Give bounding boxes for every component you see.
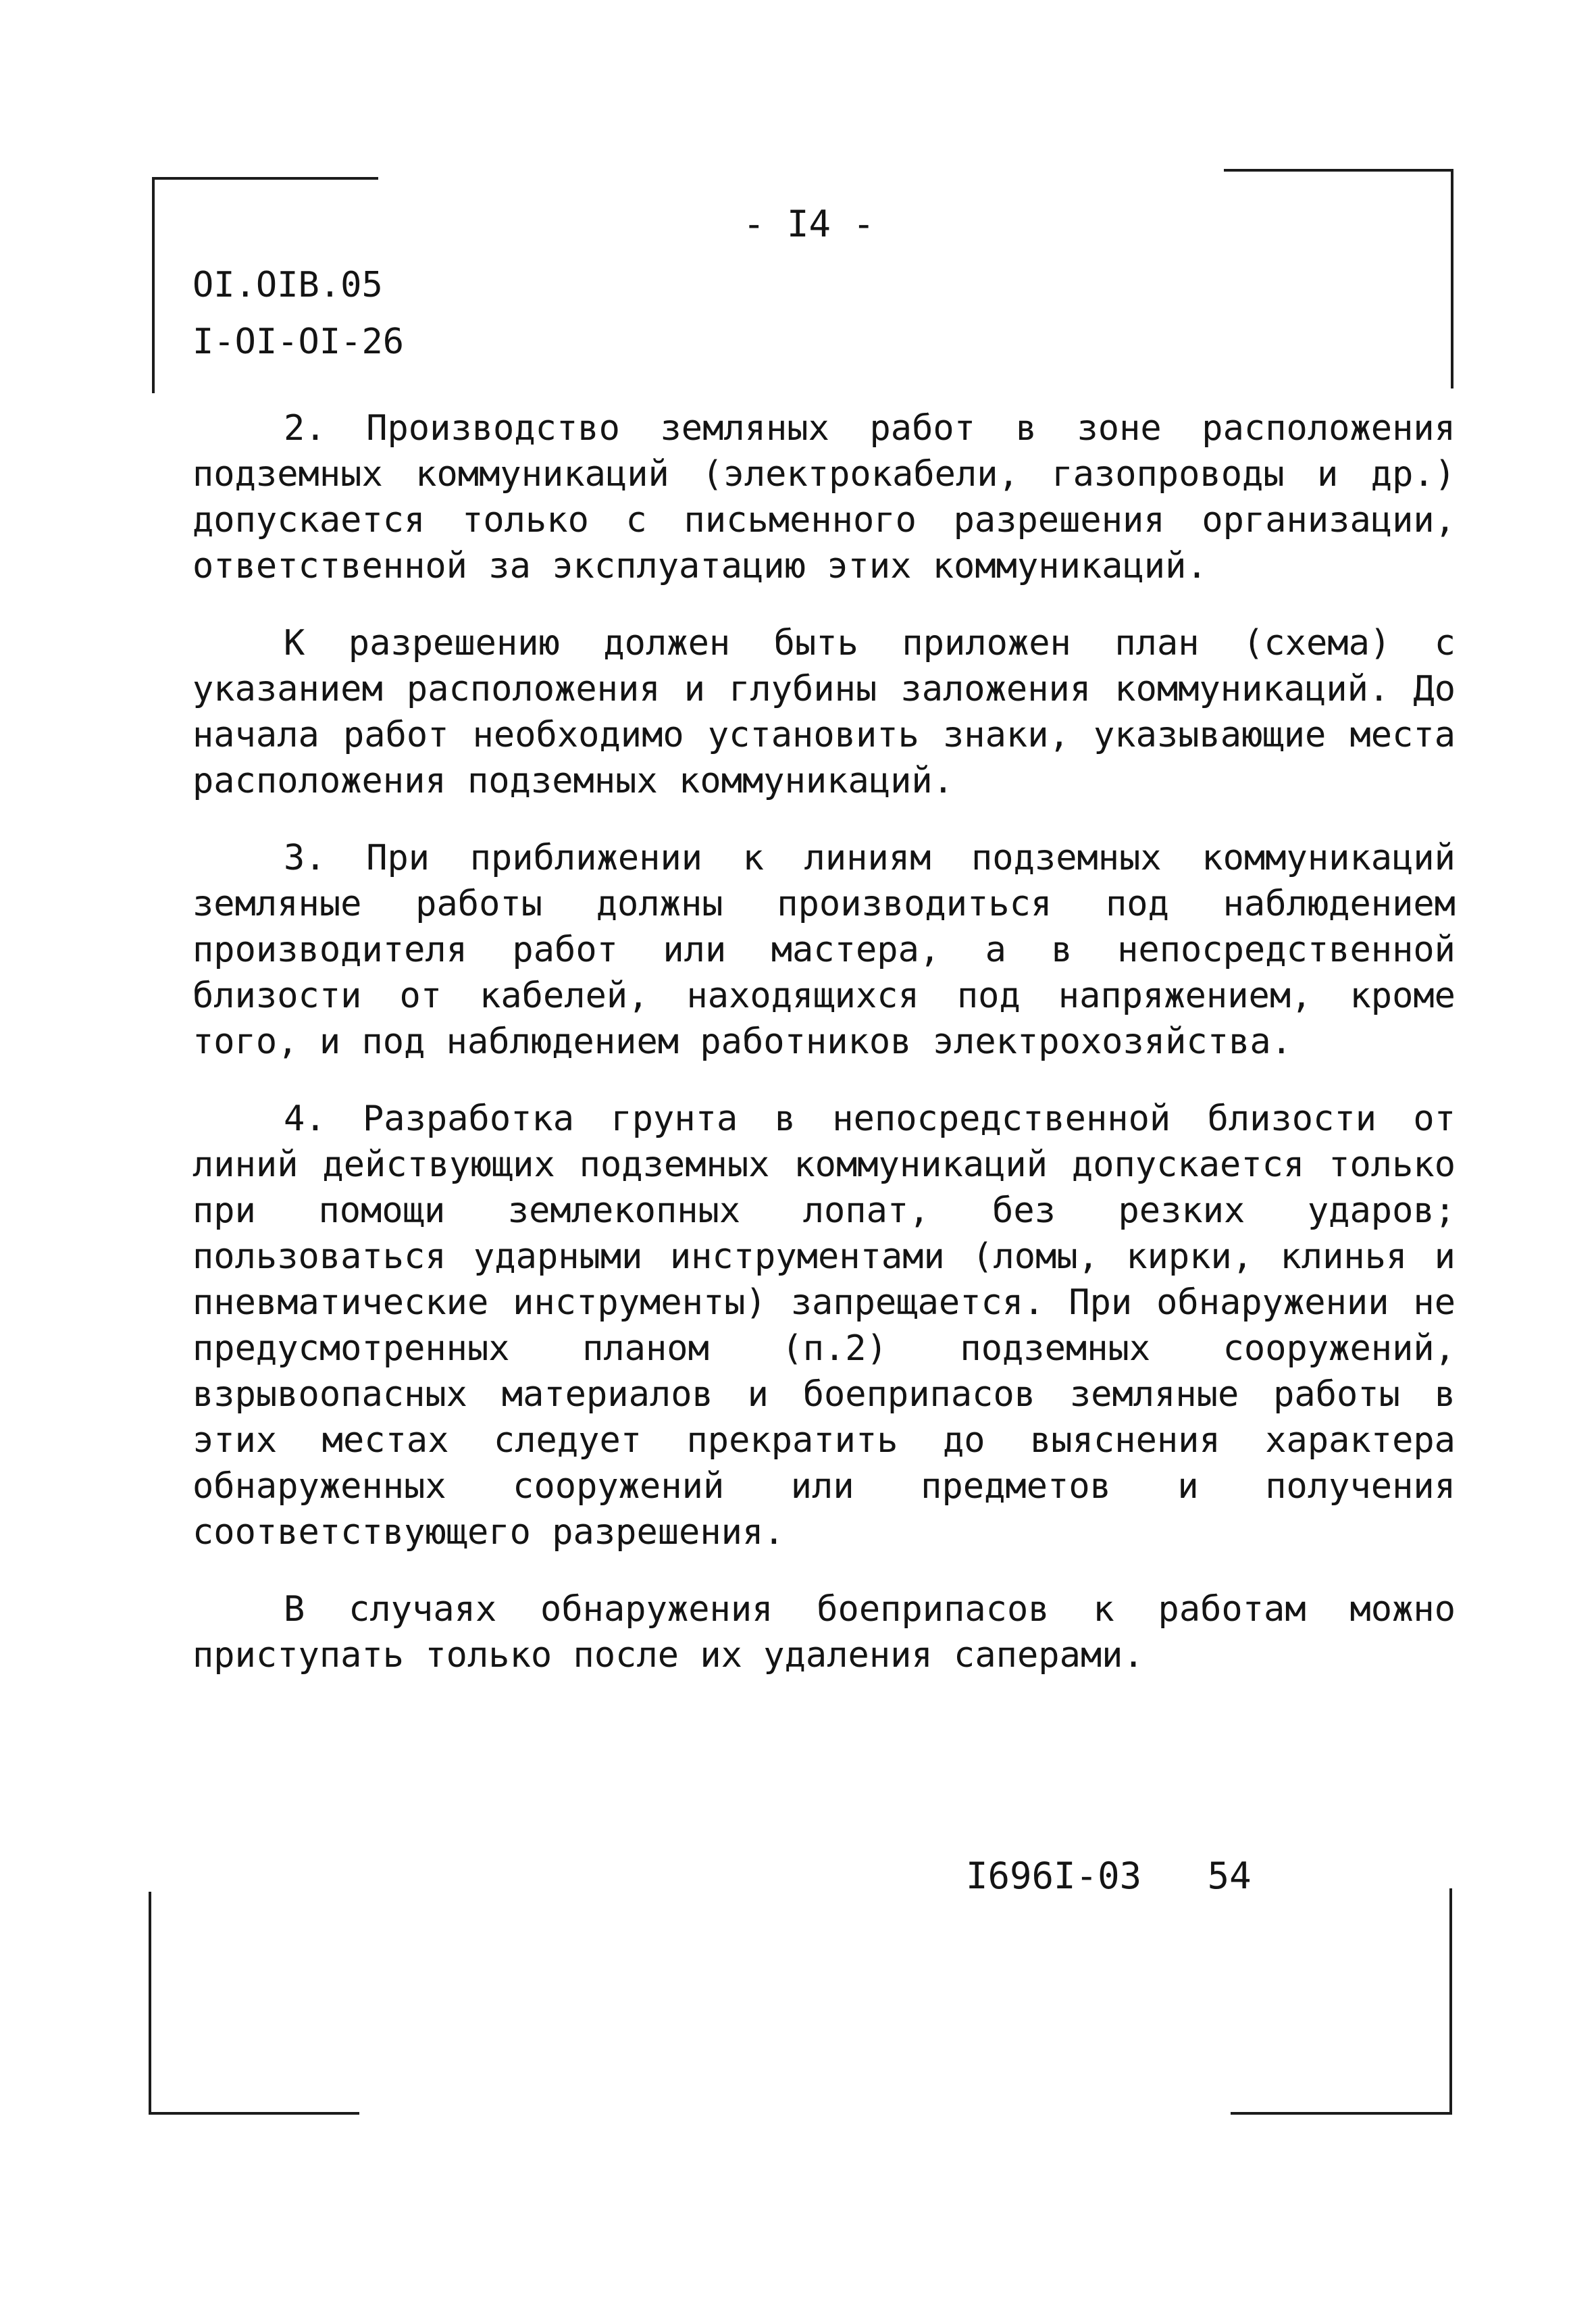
- footer-code: I696I-03 54: [966, 1855, 1252, 1897]
- document-code: OI.OIB.05: [192, 265, 383, 305]
- paragraph: В случаях обнаружения боеприпасов к работам можно приступать только после их удаления саперами.: [192, 1589, 1456, 1676]
- page-number: - I4 -: [743, 203, 875, 245]
- paragraph: К разрешению должен быть приложен план (схема) с указанием расположения и глубины заложения коммуникаций. До начала работ необходимо установить знаки, указывающие места расположения подземных коммуникаций.: [192, 623, 1456, 801]
- frame-bottom-left-vertical: [149, 1892, 151, 2115]
- document-code: I-OI-OI-26: [192, 322, 405, 362]
- frame-top-left-horizontal: [152, 177, 378, 180]
- frame-bottom-right-horizontal: [1231, 2112, 1452, 2115]
- frame-top-right-vertical: [1451, 169, 1453, 388]
- frame-top-left-vertical: [152, 177, 155, 393]
- paragraph: 2. Производство земляных работ в зоне расположения подземных коммуникаций (электрокабели, газопроводы и др.) допускается только с письменного разрешения организации, ответственной за эксплуатацию этих коммуникаций.: [192, 408, 1456, 586]
- frame-bottom-right-vertical: [1449, 1888, 1452, 2115]
- paragraph: 4. Разработка грунта в непосредственной близости от линий действующих подземных коммуникаций допускается только при помощи землекопных лопат, без резких ударов; пользоваться ударными инструментами (ломы, кирки, клинья и пневматические инструменты) запрещается. При обнаружении не предусмотренных планом (п.2) подземных сооружений, взрывоопасных материалов и боеприпасов земляные работы в этих местах следует прекратить до выяснения характера обнаруженных сооружений или предметов и получения соответствующего разрешения.: [192, 1099, 1456, 1553]
- body-text: [192, 405, 1456, 1678]
- frame-top-right-horizontal: [1224, 169, 1453, 172]
- document-codes: [192, 257, 404, 370]
- paragraph: 3. При приближении к линиям подземных коммуникаций земляные работы должны производиться под наблюдением производителя работ или мастера, а в непосредственной близости от кабелей, находящихся под напряжением, кроме того, и под наблюдением работников электрохозяйства.: [192, 838, 1456, 1062]
- frame-bottom-left-horizontal: [149, 2112, 359, 2115]
